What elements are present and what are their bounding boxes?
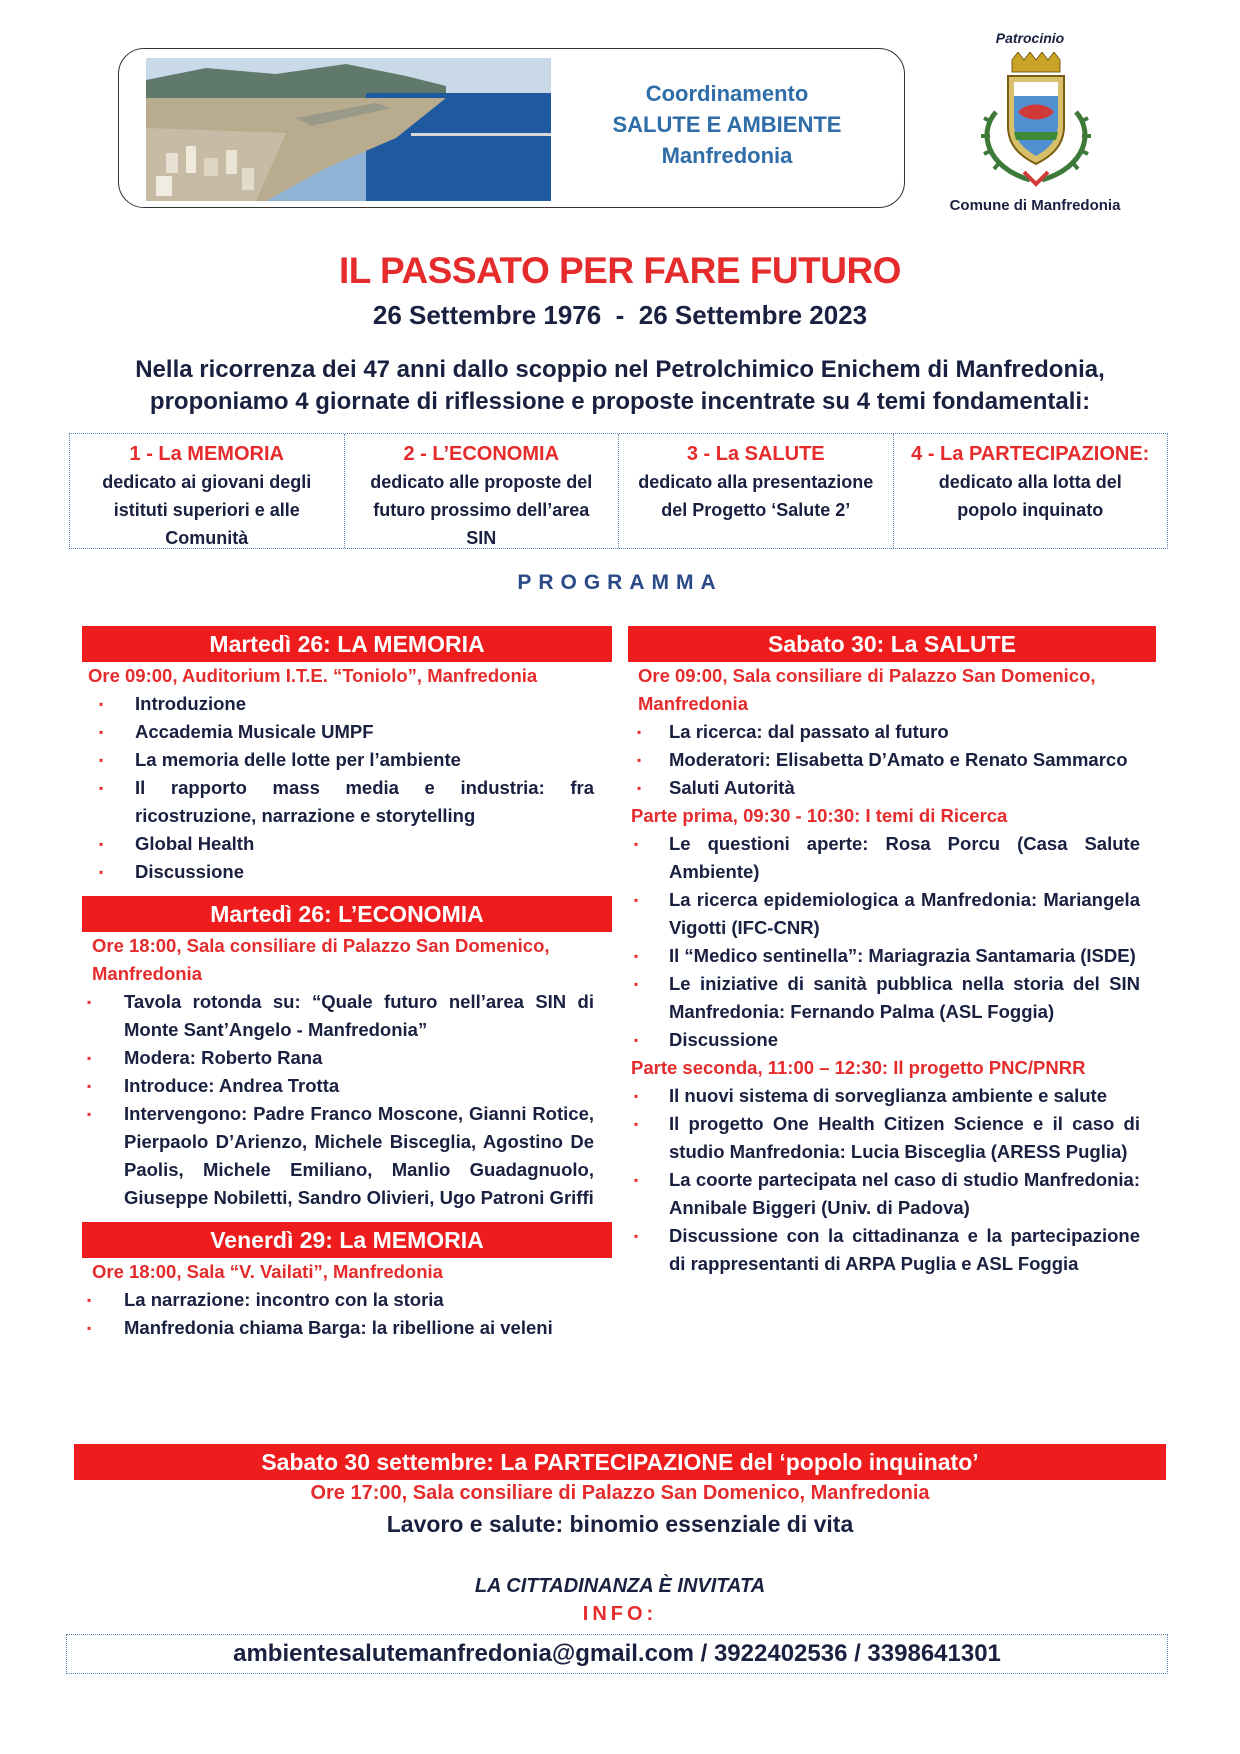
salute-day-bar: Sabato 30: La SALUTE	[628, 626, 1156, 662]
programma-heading: PROGRAMMA	[517, 571, 723, 594]
theme-title: 2 - L’ECONOMIA	[403, 443, 560, 465]
theme-title: 1 - La MEMORIA	[129, 443, 284, 465]
salute-time: Ore 09:00, Sala consiliare di Palazzo San Domenico, Manfredonia	[638, 665, 1096, 714]
venerdi-time: Ore 18:00, Sala “V. Vailati”, Manfredonia	[92, 1261, 443, 1282]
list-item: ▪ Manfredonia chiama Barga: la ribellione ai veleni	[87, 1317, 553, 1338]
salute-intro-list	[628, 718, 1156, 802]
list-item: ▪ La narrazione: incontro con la storia	[87, 1289, 444, 1310]
list-item: ▪ Il “Medico sentinella”: Mariagrazia Santamaria (ISDE)	[634, 945, 1136, 966]
theme-cell	[345, 434, 620, 548]
intro-line-2: proponiamo 4 giornate di riflessione e proposte incentrate su 4 temi fondamentali:	[149, 388, 1091, 415]
theme-description: dedicato alla lotta del popolo inquinato	[938, 472, 1122, 520]
list-item: ▪ La coorte partecipata nel caso di studio Manfredonia: Annibale Biggeri (Univ. di Padova)	[634, 1169, 1140, 1218]
list-item: ▪ Saluti Autorità	[637, 777, 795, 798]
venerdi-day-bar: Venerdì 29: La MEMORIA	[82, 1222, 612, 1258]
partecipazione-day-bar: Sabato 30 settembre: La PARTECIPAZIONE del ‘popolo inquinato’	[74, 1444, 1166, 1480]
intro-text	[60, 354, 1180, 418]
theme-title: 4 - La PARTECIPAZIONE:	[911, 443, 1150, 465]
list-item: ▪ Il progetto One Health Citizen Science e il caso di studio Manfredonia: Lucia Bisceglia (ARESS Puglia)	[634, 1113, 1140, 1162]
list-item: ▪ La memoria delle lotte per l’ambiente	[99, 749, 461, 770]
comune-crest-icon	[978, 52, 1094, 188]
memoria-day-bar: Martedì 26: LA MEMORIA	[82, 626, 612, 662]
org-line-3: Manfredonia	[661, 143, 793, 168]
economia-list	[82, 988, 612, 1212]
theme-description: dedicato alle proposte del futuro prossimo dell’area SIN	[370, 472, 593, 548]
partecipazione-subtitle: Lavoro e salute: binomio essenziale di vita	[386, 1511, 854, 1537]
info-heading: INFO:	[582, 1603, 658, 1625]
comune-label: Comune di Manfredonia	[949, 197, 1121, 214]
venerdi-list	[82, 1286, 612, 1342]
event-dates: 26 Settembre 1976 - 26 Settembre 2023	[372, 300, 868, 330]
theme-title: 3 - La SALUTE	[686, 443, 825, 465]
program-left-column	[82, 626, 612, 1342]
themes-table	[69, 433, 1168, 549]
intro-line-1: Nella ricorrenza dei 47 anni dallo scoppio nel Petrolchimico Enichem di Manfredonia,	[135, 356, 1105, 383]
theme-description: dedicato alla presentazione del Progetto ‘Salute 2’	[638, 472, 874, 520]
list-item: ▪ Introduce: Andrea Trotta	[87, 1075, 340, 1096]
list-item: ▪ La ricerca epidemiologica a Manfredonia: Mariangela Vigotti (IFC-CNR)	[634, 889, 1140, 938]
list-item: ▪ Le iniziative di sanità pubblica nella storia del SIN Manfredonia: Fernando Palma (ASL Foggia)	[634, 973, 1140, 1022]
list-item: ▪ Introduzione	[99, 693, 246, 714]
list-item: ▪ Tavola rotonda su: “Quale futuro nell’area SIN di Monte Sant’Angelo - Manfredonia”	[87, 991, 594, 1040]
theme-description: dedicato ai giovani degli istituti superiori e alle Comunità	[102, 472, 312, 548]
salute-part2-list	[628, 1082, 1156, 1278]
list-item: ▪ La ricerca: dal passato al futuro	[637, 721, 949, 742]
list-item: ▪ Global Health	[99, 833, 255, 854]
organization-name	[562, 78, 892, 171]
list-item: ▪ Intervengono: Padre Franco Moscone, Gianni Rotice, Pierpaolo D’Arienzo, Michele Bisceglia, Agostino De Paolis, Michele Emiliano, Manlio Guadagnuolo, Giuseppe Nobiletti, Sandro Olivieri, Ugo Patroni Griffi	[87, 1103, 594, 1208]
invitation-text: LA CITTADINANZA È INVITATA	[474, 1575, 766, 1597]
memoria-list	[82, 690, 612, 886]
list-item: ▪ Discussione	[634, 1029, 778, 1050]
list-item: ▪ Discussione	[99, 861, 244, 882]
memoria-time: Ore 09:00, Auditorium I.T.E. “Toniolo”, Manfredonia	[88, 665, 538, 686]
list-item: ▪ Modera: Roberto Rana	[87, 1047, 323, 1068]
list-item: ▪ Moderatori: Elisabetta D’Amato e Renato Sammarco	[637, 749, 1128, 770]
list-item: ▪ Il rapporto mass media e industria: fra ricostruzione, narrazione e storytelling	[99, 777, 594, 826]
page-title: IL PASSATO PER FARE FUTURO	[339, 250, 901, 291]
patrocinio-label: Patrocinio	[995, 30, 1065, 46]
list-item: ▪ Accademia Musicale UMPF	[99, 721, 374, 742]
theme-cell	[619, 434, 894, 548]
list-item: ▪ Il nuovi sistema di sorveglianza ambiente e salute	[634, 1085, 1107, 1106]
program-right-column	[628, 626, 1156, 1278]
salute-part1-list	[628, 830, 1156, 1054]
org-line-2: SALUTE E AMBIENTE	[612, 112, 842, 137]
coastline-photo	[146, 58, 551, 201]
salute-part2-title: Parte seconda, 11:00 – 12:30: Il progetto PNC/PNRR	[631, 1057, 1086, 1078]
theme-cell	[894, 434, 1168, 548]
list-item: ▪ Discussione con la cittadinanza e la partecipazione di rappresentanti di ARPA Puglia e ASL Foggia	[634, 1225, 1140, 1274]
salute-part1-title: Parte prima, 09:30 - 10:30: I temi di Ricerca	[631, 805, 1008, 826]
partecipazione-time: Ore 17:00, Sala consiliare di Palazzo San Domenico, Manfredonia	[310, 1482, 930, 1504]
economia-time: Ore 18:00, Sala consiliare di Palazzo San Domenico, Manfredonia	[92, 935, 550, 984]
contact-info: ambientesalutemanfredonia@gmail.com / 3922402536 / 3398641301	[66, 1634, 1168, 1674]
list-item: ▪ Le questioni aperte: Rosa Porcu (Casa Salute Ambiente)	[634, 833, 1140, 882]
theme-cell	[70, 434, 345, 548]
org-line-1: Coordinamento	[645, 81, 809, 106]
economia-day-bar: Martedì 26: L’ECONOMIA	[82, 896, 612, 932]
